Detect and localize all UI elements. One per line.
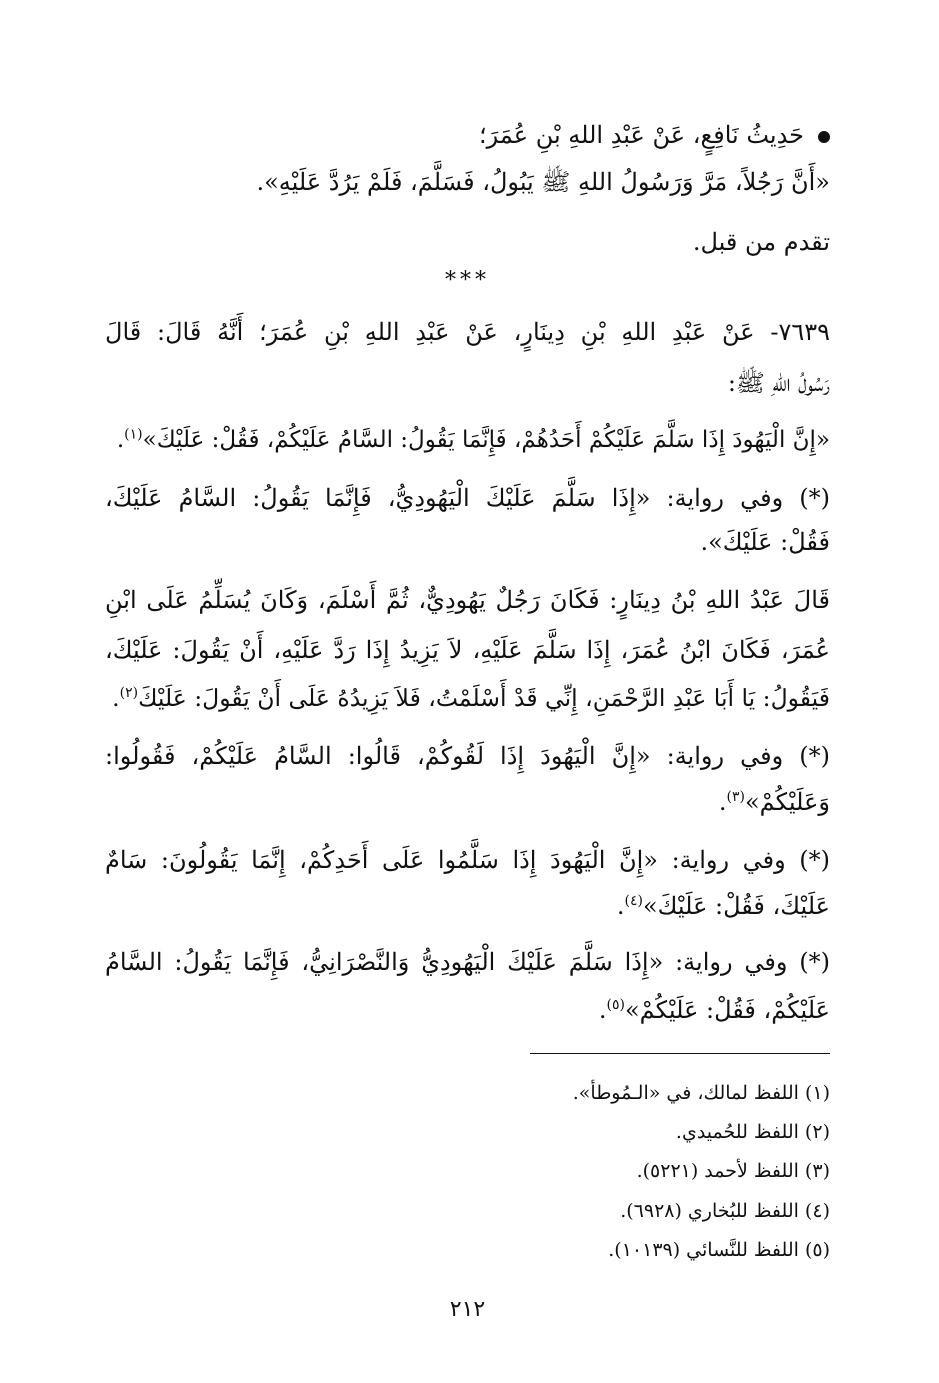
quote-1: «إِنَّ الْيَهُودَ إِذَا سَلَّمَ عَلَيْكُمْ أَحَدُهُمْ، فَإِنَّمَا يَقُولُ: السَّامُ عَلَيْكُمْ، فَقُلْ: عَلَيْكَ»$^{(١)}$.	[116, 426, 830, 453]
paragraph-2-line-2: عُمَرَ، فَكَانَ ابْنُ عُمَرَ، إِذَا سَلَّمَ عَلَيْهِ، لاَ يَزِيدُ إِذَا رَدَّ عَلَيْهِ، أَنْ يَقُولَ: عَلَيْكَ،	[105, 636, 830, 664]
variant-1-line-2: فَقُلْ: عَلَيْكَ».	[700, 528, 830, 556]
variant-2-line-2: وَعَلَيْكُمْ»$^{(٣)}$.	[718, 788, 830, 816]
intro-note: تقدم من قبل.	[692, 228, 830, 256]
section-separator: ***	[445, 268, 490, 293]
footnote-separator	[530, 1053, 830, 1054]
footnote-3: (٣) اللفظ لأحمد (٥٢٢١).	[636, 1160, 830, 1182]
intro-heading-line	[479, 115, 830, 155]
page-number: ٢١٢	[449, 1297, 486, 1322]
main-text	[105, 0, 830, 1383]
bullet-icon	[818, 131, 830, 143]
footnote-ref-3: (٣)	[726, 789, 745, 805]
footnote-ref-4: (٤)	[624, 893, 643, 909]
footnote-ref-2: (٢)	[119, 685, 139, 702]
footnote-5: (٥) اللفظ للنَّسائي (١٠١٣٩).	[608, 1239, 830, 1261]
footnote-1: (١) اللفظ لمالك، في «الـمُوطأ».	[572, 1082, 830, 1104]
paragraph-2-line-3: فَيَقُولُ: يَا أَبَا عَبْدِ الرَّحْمَنِ، إِنِّي قَدْ أَسْلَمْتُ، فَلاَ يَزِيدُهُ عَلَى أَنْ يَقُولَ: عَلَيْكَ$^{(٢)}$.	[112, 684, 830, 712]
variant-4-line-2: عَلَيْكُمْ، فَقُلْ: عَلَيْكُمْ»$^{(٥)}$.	[598, 996, 830, 1024]
footnote-ref-5: (٥)	[606, 997, 625, 1013]
footnote-4: (٤) اللفظ للبُخاري (٦٩٢٨).	[620, 1200, 830, 1222]
footnote-2: (٢) اللفظ للحُميدي.	[675, 1121, 830, 1143]
paragraph-2-line-1: قَالَ عَبْدُ اللهِ بْنُ دِينَارٍ: فَكَانَ رَجُلٌ يَهُودِيٌّ، ثُمَّ أَسْلَمَ، وَكَانَ يُسَلِّمُ عَلَى ابْنِ	[105, 586, 830, 614]
variant-2-line-1: (*) وفي رواية: «إِنَّ الْيَهُودَ إِذَا لَقُوكُمْ، قَالُوا: السَّامُ عَلَيْكُمْ، فَقُولُوا:	[105, 742, 830, 770]
variant-4-line-1: (*) وفي رواية: «إِذَا سَلَّمَ عَلَيْكَ الْيَهُودِيُّ وَالنَّصْرَانِيُّ، فَإِنَّمَا يَقُولُ: السَّامُ	[105, 948, 830, 976]
variant-3-line-1: (*) وفي رواية: «إِنَّ الْيَهُودَ إِذَا سَلَّمُوا عَلَى أَحَدِكُمْ، إِنَّمَا يَقُولُونَ: سَامٌ	[105, 846, 830, 874]
variant-3-line-2: عَلَيْكَ، فَقُلْ: عَلَيْكَ»$^{(٤)}$.	[616, 892, 830, 920]
hadith-line-1: ٧٦٣٩- عَنْ عَبْدِ اللهِ بْنِ دِينَارٍ، عَنْ عَبْدِ اللهِ بْنِ عُمَرَ؛ أَنَّهُ قَالَ: قَالَ	[105, 318, 830, 346]
intro-text: «أَنَّ رَجُلاً، مَرَّ وَرَسُولُ اللهِ ﷺ يَبُولُ، فَسَلَّمَ، فَلَمْ يَرُدَّ عَلَيْهِ».	[256, 168, 830, 196]
variant-1-line-1: (*) وفي رواية: «إِذَا سَلَّمَ عَلَيْكَ الْيَهُودِيُّ، فَإِنَّمَا يَقُولُ: السَّامُ عَلَيْكَ،	[105, 484, 830, 512]
intro-heading: حَدِيثُ نَافِعٍ، عَنْ عَبْدِ اللهِ بْنِ عُمَرَ؛	[479, 121, 804, 149]
footnote-ref-1: (١)	[124, 426, 143, 443]
quote-1-text: «إِنَّ الْيَهُودَ إِذَا سَلَّمَ عَلَيْكُمْ أَحَدُهُمْ، فَإِنَّمَا يَقُولُ: السَّامُ عَلَيْكُمْ، فَقُلْ: عَلَيْكَ»	[142, 427, 830, 453]
hadith-line-2: رَسُولُ اللهِ ﷺ:	[727, 369, 830, 397]
